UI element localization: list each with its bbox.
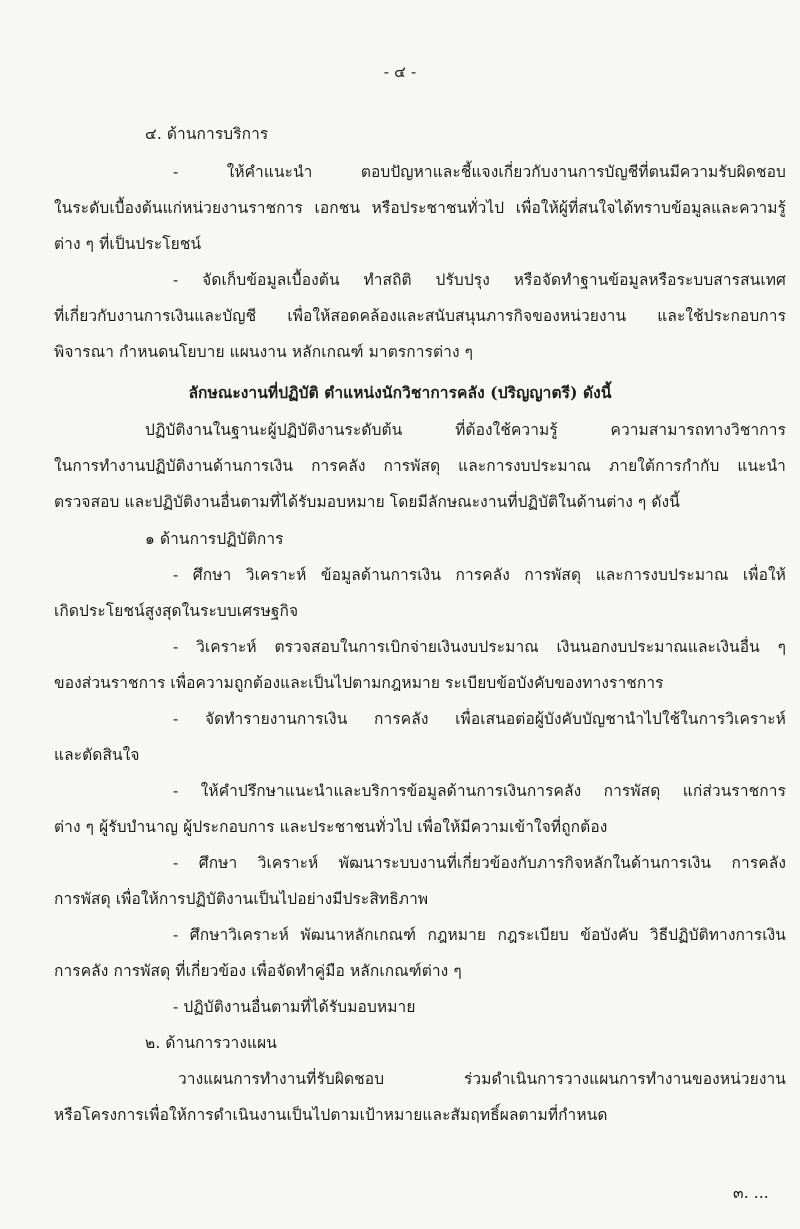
section-4-p2-line3: พิจารณา กำหนดนโยบาย แผนงาน หลักเกณฑ์ มาตรการต่าง ๆ — [54, 343, 474, 361]
position-title: ลักษณะงานที่ปฏิบัติ ตำแหน่งนักวิชาการคลัง (ปริญญาตรี) ดังนี้ — [188, 383, 612, 402]
operations-item-6-line1: - ศึกษาวิเคราะห์ พัฒนาหลักเกณฑ์ กฎหมาย กฎระเบียบ ข้อบังคับ วิธีปฏิบัติทางการเงิน — [173, 926, 786, 944]
operations-heading: ๑ ด้านการปฏิบัติการ — [145, 530, 284, 548]
operations-item-5-line1: - ศึกษา วิเคราะห์ พัฒนาระบบงานที่เกี่ยวข้องกับภารกิจหลักในด้านการเงิน การคลัง — [173, 854, 786, 872]
operations-item-4-line1: - ให้คำปรึกษาแนะนำและบริการข้อมูลด้านการเงินการคลัง การพัสดุ แก่ส่วนราชการ — [173, 782, 786, 800]
section-4-heading: ๔. ด้านการบริการ — [145, 125, 269, 143]
section-4-p2-line2: ที่เกี่ยวกับงานการเงินและบัญชี เพื่อให้สอดคล้องและสนับสนุนภารกิจของหน่วยงาน และใช้ประกอบการ — [54, 307, 786, 325]
operations-item-4-line2: ต่าง ๆ ผู้รับบำนาญ ผู้ประกอบการ และประชาชนทั่วไป เพื่อให้มีความเข้าใจที่ถูกต้อง — [54, 818, 608, 836]
operations-item-1-line1: - ศึกษา วิเคราะห์ ข้อมูลด้านการเงิน การคลัง การพัสดุ และการงบประมาณ เพื่อให้ — [173, 566, 786, 584]
operations-item-1-line2: เกิดประโยชน์สูงสุดในระบบเศรษฐกิจ — [54, 602, 299, 620]
operations-item-3-line2: และตัดสินใจ — [54, 746, 140, 764]
operations-item-2-line2: ของส่วนราชการ เพื่อความถูกต้องและเป็นไปตามกฎหมาย ระเบียบข้อบังคับของทางราชการ — [54, 674, 664, 692]
planning-heading: ๒. ด้านการวางแผน — [145, 1034, 277, 1052]
operations-item-6-line2: การคลัง การพัสดุ ที่เกี่ยวข้อง เพื่อจัดทำคู่มือ หลักเกณฑ์ต่าง ๆ — [54, 962, 462, 980]
section-4-p2-line1: - จัดเก็บข้อมูลเบื้องต้น ทำสถิติ ปรับปรุง หรือจัดทำฐานข้อมูลหรือระบบสารสนเทศ — [173, 271, 786, 289]
page-number: - ๔ - — [383, 63, 417, 81]
operations-item-5-line2: การพัสดุ เพื่อให้การปฏิบัติงานเป็นไปอย่างมีประสิทธิภาพ — [54, 890, 429, 908]
operations-item-3-line1: - จัดทำรายงานการเงิน การคลัง เพื่อเสนอต่อผู้บังคับบัญชานำไปใช้ในการวิเคราะห์ — [173, 710, 786, 728]
intro-line3: ตรวจสอบ และปฏิบัติงานอื่นตามที่ได้รับมอบหมาย โดยมีลักษณะงานที่ปฏิบัติในด้านต่าง ๆ ดังนี้ — [54, 493, 680, 511]
operations-item-2-line1: - วิเคราะห์ ตรวจสอบในการเบิกจ่ายเงินงบประมาณ เงินนอกงบประมาณและเงินอื่น ๆ — [173, 638, 786, 656]
planning-line2: หรือโครงการเพื่อให้การดำเนินงานเป็นไปตามเป้าหมายและสัมฤทธิ์ผลตามที่กำหนด — [54, 1106, 608, 1124]
planning-line1: วางแผนการทำงานที่รับผิดชอบ ร่วมดำเนินการวางแผนการทำงานของหน่วยงาน — [178, 1070, 786, 1088]
section-4-p1-line2: ในระดับเบื้องต้นแก่หน่วยงานราชการ เอกชน หรือประชาชนทั่วไป เพื่อให้ผู้ที่สนใจได้ทราบข้อมูลและความรู้ — [54, 199, 786, 217]
section-4-p1-line1: - ให้คำแนะนำ ตอบปัญหาและชี้แจงเกี่ยวกับงานการบัญชีที่ตนมีความรับผิดชอบ — [173, 163, 786, 181]
intro-line2: ในการทำงานปฏิบัติงานด้านการเงิน การคลัง การพัสดุ และการงบประมาณ ภายใต้การกำกับ แนะนำ — [54, 457, 786, 475]
operations-item-7-line1: - ปฏิบัติงานอื่นตามที่ได้รับมอบหมาย — [173, 998, 416, 1016]
continuation-marker: ๓. ... — [733, 1184, 769, 1202]
section-4-p1-line3: ต่าง ๆ ที่เป็นประโยชน์ — [54, 235, 202, 253]
intro-line1: ปฏิบัติงานในฐานะผู้ปฏิบัติงานระดับต้น ที่ต้องใช้ความรู้ ความสามารถทางวิชาการ — [145, 421, 786, 439]
